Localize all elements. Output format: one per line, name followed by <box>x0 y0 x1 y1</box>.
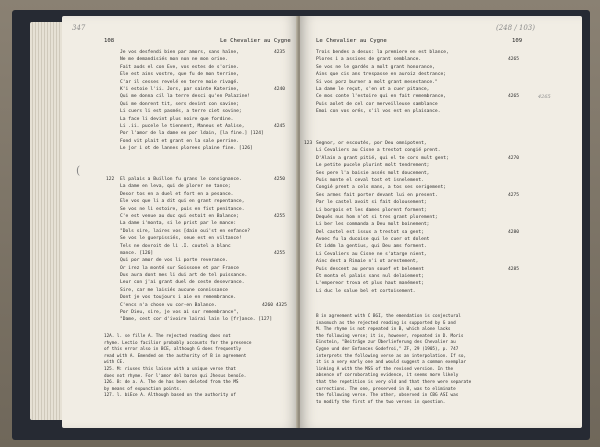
verse-line: Se vos ne li estoire, puis en fist penitance. <box>120 206 245 212</box>
verse-line: Ses armes fait porter devant lui en present. <box>316 192 438 198</box>
right-page <box>300 16 582 428</box>
verse-line: Se vos ne le gardés a molt grant honorance, <box>316 64 435 70</box>
verse-line: Li .ii. pucele le tiennent, Maneus et Aalise, <box>120 123 245 129</box>
footnote-line: by means of expunction points. <box>104 386 182 392</box>
stanza-121 <box>120 49 264 152</box>
verse-line: Avoec fu la ducoise qui le cuer ot dolent <box>316 237 430 243</box>
verse-line: Congié prent a cels mans, a tos ses serigement; <box>316 185 446 191</box>
footnote-line: linking A with the MSS of the revised version. In the <box>316 366 454 372</box>
verse-line: Li duc le salue bel et cortoisement. <box>316 288 416 294</box>
verse-line: Ses pere l'a baisie assés molt doucement, <box>316 170 430 176</box>
page-number: 108 <box>104 38 115 44</box>
ink-mark: ( <box>76 164 81 177</box>
verse-line: C'e est venue au duc qui estoit en Balance; <box>120 213 239 219</box>
verse-line: mance. [126] <box>120 250 154 256</box>
line-number: 4255 <box>274 251 286 256</box>
verse-line: Je vos desfendi bien par amors, sans haïne, <box>120 50 239 55</box>
footnote-line: 12A. l. se fille A. The rejected reading does not <box>104 334 231 339</box>
verse-line: Le petite pucele plurint molt tendrement; <box>316 163 430 169</box>
line-number: 4260 4325 <box>262 303 287 308</box>
running-head: Le Chevalier au Cygne <box>316 38 387 44</box>
page-number: 109 <box>512 38 523 44</box>
line-number: 4280 <box>508 230 520 235</box>
verse-line: Li borgois et les dames plorent forment; <box>316 207 427 213</box>
line-number: 4255 <box>274 214 286 219</box>
verse-line: Por l'amor de la dame en por ldain, [la fine.] [124] <box>120 131 264 137</box>
pencil-annotation: (248 / 103) <box>496 24 535 32</box>
verse-line: Fait auds el con Eve, vos estes de s'orine. <box>120 64 239 70</box>
footnotes <box>104 334 251 400</box>
stanza-123 <box>316 140 449 295</box>
verse-line: Et monta el palais sans nul delaiement; <box>316 274 424 280</box>
verse-line: El palais a Buillon fu grans le consignance. <box>120 177 242 182</box>
verse-line: Li ber les commanda a Deu molt boinement; <box>316 222 430 228</box>
footnote-line: absence of corroborating evidence, it seems more likely <box>316 373 459 379</box>
footnote-line: read with A. Emended on the authority of B in agreement <box>104 353 247 359</box>
footnote-line: 126. B: de a. A. The de has been deleted from the MS <box>104 380 239 386</box>
verse-line: Si vos porz burner a molt grant mesestance." <box>316 79 438 85</box>
footnote-line: 125. M: riuses this laisse with a unique verse that <box>104 366 236 372</box>
verse-line: Fond vit plait et grant en la sale perrine. <box>120 138 239 144</box>
verse-line: Li Cevaliers au Cisne a trestot congié prent. <box>316 148 441 154</box>
footnote-line: it is a very early one and would suggest a common exemplar <box>316 360 467 366</box>
verse-line: K'i estoie l'ii. Jors, par sainte Katerine, <box>120 86 239 92</box>
verse-line: Li cuers li est pasmés, a terre ciet sovine; <box>120 109 242 115</box>
verse-line: Ele est ains vostre, que fu de mon terrine, <box>120 72 239 78</box>
verse-line: Desor tos en a duel et fort en a pesance. <box>120 191 234 197</box>
verse-line: Se vos le guerpissiés, seue est en viltance! <box>120 236 242 242</box>
verse-line: Del castel est issus a trestot sa gent; <box>316 229 424 235</box>
verse-line: Qui me donna cil la terre desci qu'en Palazine! <box>120 94 250 100</box>
footnote-line: the following verse. The other, observed in CBG ASI was <box>316 393 459 399</box>
verse-line: Et iddm la gentius, qui Deu ams forment. <box>316 244 427 250</box>
line-number: 4240 <box>274 87 286 92</box>
stanza-number: 122 <box>106 177 115 182</box>
line-number: 4270 <box>508 156 520 161</box>
footnote-line: interprets the following verse as an interpolation. If so, <box>316 353 467 359</box>
page-edges <box>30 22 64 420</box>
footnote-line: does not rhyme. For l'amor del baron qui Jhesus benoïe. <box>104 373 247 379</box>
verse-line: Dont je vos toujours i aie en remembrance. <box>120 295 237 301</box>
verse-line: Puis monte el ceval tost et isnelement. <box>316 177 424 183</box>
verse-line: La dame le reçut, s'en ot a cuer pitance, <box>316 86 430 92</box>
pencil-annotation: 347 <box>72 24 86 32</box>
line-number: 4275 <box>508 193 520 198</box>
footnote-line: B in agreement with C BGI, the emendation is conjectural <box>316 314 461 319</box>
verse-line: Sire, car me laisiés aucune connissance <box>120 287 228 293</box>
verse-line: Par le castel avoit si fait dolousement; <box>316 200 427 206</box>
verse-line: Dequés nus hom n'ot si tres grant plorement; <box>316 214 438 220</box>
verse-line: Ains que cis ans trespasse en auroiz destrance; <box>316 72 446 78</box>
verse-line: Or irez la monté sur Soissone et par France <box>120 265 239 271</box>
verse-line: Ce mos conte l'estoire qui en fait remembrance, <box>316 94 446 100</box>
footnote-line: that the repetition is very old and that there were separate <box>316 379 472 385</box>
verse-line: Tels ne dovroit de li .I. coutel a blanc <box>120 243 231 249</box>
verse-line: "Dame, cest cor d'ivoire lairai lain lo [fr]ance. [127] <box>120 317 273 323</box>
verse-line: Plores i a assises de grant semblance. <box>316 57 422 63</box>
running-head: Le Chevalier au Cygne <box>220 38 291 44</box>
verse-line: Ele vos que li a dit qui en grant repentance, <box>120 199 245 205</box>
verse-line: "Dols sire, laires vos [dain oui'st en enfance? <box>120 228 250 234</box>
verse-line: La dame i'monta, si le prist par le mance: <box>120 221 237 227</box>
footnotes <box>316 314 471 406</box>
verse-line: Qui por amor de vos li porte reverance. <box>120 258 228 264</box>
verse-line: Ne me demandisiés mon non ne mon orine. <box>120 57 228 63</box>
verse-line: L'empereor trova et plus haut manément; <box>316 281 424 287</box>
footnote-line: inasmuch as the rejected reading is supported by G and <box>316 320 456 326</box>
footnote-line: to modify the first of the two verses in question. <box>316 399 446 405</box>
line-number: 4250 <box>274 177 286 182</box>
verse-line: Emoi con vos orés, s'il vos est en plaisance. <box>316 109 441 115</box>
footnote-line: Einstein, "Beiträge zur Überlieferung des Chevalier au <box>316 340 456 346</box>
verse-line: La face li devint plus noire que fordine. <box>120 116 234 122</box>
footnote-line: with CE. <box>104 360 125 366</box>
verse-line: Ainc dest a Rimaie n'i ot arestement, <box>316 259 419 265</box>
verse-line: Leur con j'ai grant duel de ceste desevrance. <box>120 280 245 286</box>
stanza-122 <box>120 176 272 324</box>
line-number: 4245 <box>274 124 286 129</box>
verse-line: Puis descent au peron souef et belement <box>316 266 424 272</box>
footnote-line: corrections. The one, preserved in B, was to eliminate <box>316 386 456 392</box>
line-number: 4235 <box>274 50 286 55</box>
footnote-line: rhyme. Lectio facilior probably accounts for the presence <box>104 340 252 346</box>
footnote-line: M. The rhyme is not repeated in B, which alone lacks <box>316 327 451 333</box>
pencil-margin-note: 4265 <box>538 94 551 100</box>
footnote-line: 127. l. biEce A. Although based on the authority of <box>104 393 236 399</box>
verse-line: Le jor i ot de lannes plorees plaine fine. [126] <box>120 146 253 152</box>
verse-line: La dame en leva, qui de plorer ne tance; <box>120 184 231 190</box>
verse-line: Segnor, or escoutés, por Deu omnipotent, <box>316 141 427 146</box>
line-number: 4265 <box>508 57 520 62</box>
verse-line: Li Cevaliers au Cisne ne s'atarge nient, <box>316 251 427 257</box>
stanza-number: 123 <box>304 141 313 146</box>
line-number: 4285 <box>508 267 520 272</box>
verse-line: Trois bendes a desus: la premiere en est blance, <box>316 50 449 55</box>
footnote-line: the following verse; it is, however, repeated in D. Moris <box>316 333 464 339</box>
verse-line: Por Dieu, sire, je vos ai sur remembrance", <box>120 310 239 316</box>
left-page <box>62 16 298 428</box>
verse-line: C'ar il cesses revelé en terre moie rivagé. <box>120 79 239 85</box>
verse-line: Dus aura dont mes li dui art de tel puissance. <box>120 273 248 279</box>
verse-line: Qui me donrent tit, sers devint con savine; <box>120 101 239 107</box>
verse-line: C'encs n'a chose vu cor-en Balance. <box>120 302 217 308</box>
footnote-line: Cygne und der Enfances Godefroi," ZF, 29 (1905), p. 747 <box>316 346 459 352</box>
line-number: 4265 <box>508 94 520 99</box>
verse-line: D'Alain a grant pitié, qui el te cors mult gent; <box>316 155 449 161</box>
stanza-122-cont <box>316 49 449 116</box>
verse-line: Puis aolet de cel cor merveilleuse samblance <box>316 101 438 107</box>
footnote-line: of this error also in BCE, although G does frequently <box>104 347 242 353</box>
